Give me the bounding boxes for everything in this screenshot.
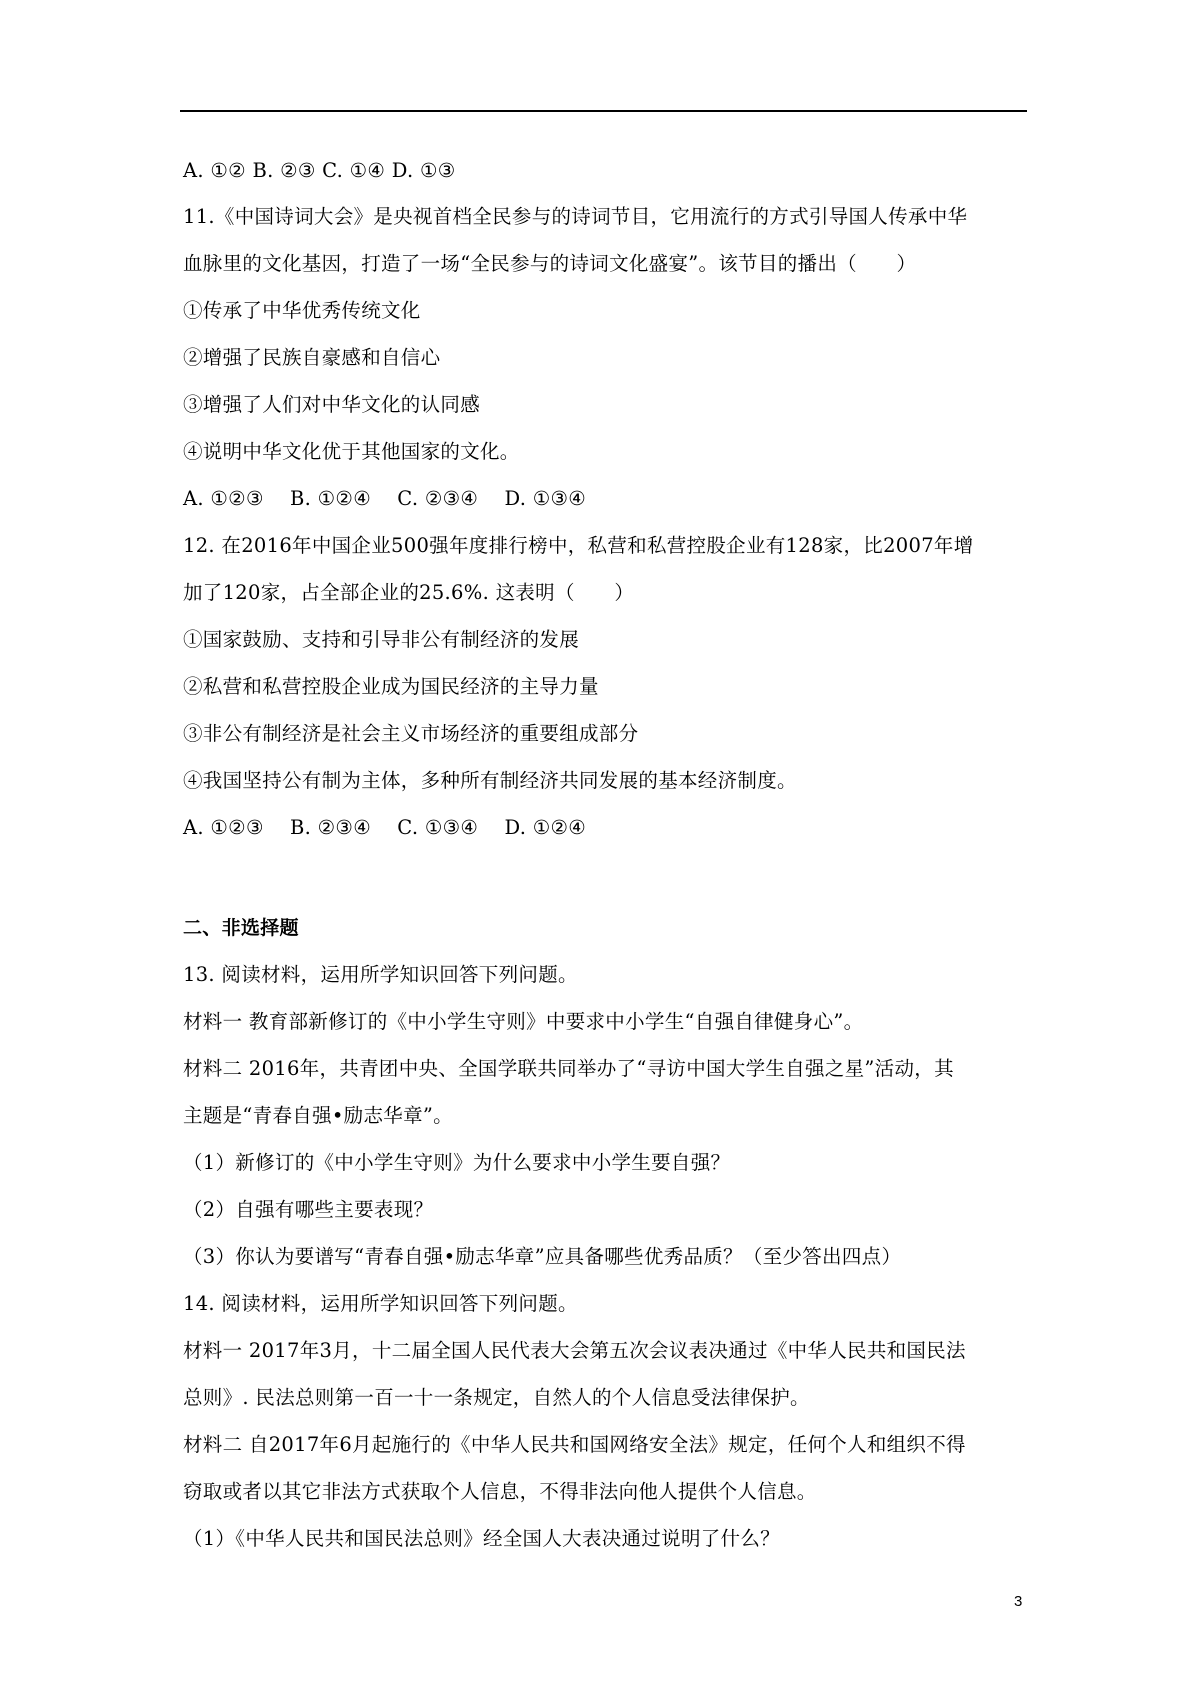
q12-statement-4: ④我国坚持公有制为主体，多种所有制经济共同发展的基本经济制度。 [183,769,797,792]
q11-statement-2: ②增强了民族自豪感和自信心 [183,346,441,369]
q11-statement-1: ①传承了中华优秀传统文化 [183,299,421,322]
q14-material-1-line1: 材料一 2017年3月，十二届全国人民代表大会第五次会议表决通过《中华人民共和国民法 [183,1339,966,1362]
q12-options: A. ①②③ B. ②③④ C. ①③④ D. ①②④ [183,816,587,839]
q11-statement-3: ③增强了人们对中华文化的认同感 [183,393,481,416]
q13-material-2-line1: 材料二 2016年，共青团中央、全国学联共同举办了“寻访中国大学生自强之星”活动，其 [183,1057,954,1080]
q12-statement-2: ②私营和私营控股企业成为国民经济的主导力量 [183,675,599,698]
q11-stem-line2: 血脉里的文化基因，打造了一场“全民参与的诗词文化盛宴”。该节目的播出（ ） [183,252,917,275]
section-title: 二、非选择题 [183,917,299,939]
q12-statement-3: ③非公有制经济是社会主义市场经济的重要组成部分 [183,722,639,745]
q13-subquestion-3: （3）你认为要谱写“青春自强•励志华章”应具备哪些优秀品质？（至少答出四点） [183,1245,902,1268]
q11-stem-line1: 11.《中国诗词大会》是央视首档全民参与的诗词节目，它用流行的方式引导国人传承中华 [183,205,968,228]
q14-material-2-line2: 窃取或者以其它非法方式获取个人信息，不得非法向他人提供个人信息。 [183,1480,817,1503]
q13-material-2-line2: 主题是“青春自强•励志华章”。 [183,1104,453,1127]
q14-subquestion-1: （1）《中华人民共和国民法总则》经全国人大表决通过说明了什么？ [183,1527,780,1550]
q13-stem: 13. 阅读材料，运用所学知识回答下列问题。 [183,963,578,986]
q11-statement-4: ④说明中华文化优于其他国家的文化。 [183,440,520,463]
q14-stem: 14. 阅读材料，运用所学知识回答下列问题。 [183,1292,578,1315]
q12-stem-line2: 加了120家，占全部企业的25.6%. 这表明（ ） [183,581,635,604]
q13-material-1: 材料一 教育部新修订的《中小学生守则》中要求中小学生“自强自律健身心”。 [183,1010,864,1033]
q10-options: A. ①② B. ②③ C. ①④ D. ①③ [183,159,456,182]
q14-material-1-line2: 总则》. 民法总则第一百一十一条规定，自然人的个人信息受法律保护。 [183,1386,810,1409]
q11-options: A. ①②③ B. ①②④ C. ②③④ D. ①③④ [183,487,587,510]
q12-statement-1: ①国家鼓励、支持和引导非公有制经济的发展 [183,628,580,651]
q13-subquestion-1: （1）新修订的《中小学生守则》为什么要求中小学生要自强？ [183,1151,731,1174]
page-number: 3 [1014,1593,1023,1610]
q13-subquestion-2: （2）自强有哪些主要表现？ [183,1198,434,1221]
q12-stem-line1: 12. 在2016年中国企业500强年度排行榜中，私营和私营控股企业有128家，比2007年增 [183,534,974,557]
q14-material-2-line1: 材料二 自2017年6月起施行的《中华人民共和国网络安全法》规定，任何个人和组织不得 [183,1433,966,1456]
header-rule [180,110,1027,112]
